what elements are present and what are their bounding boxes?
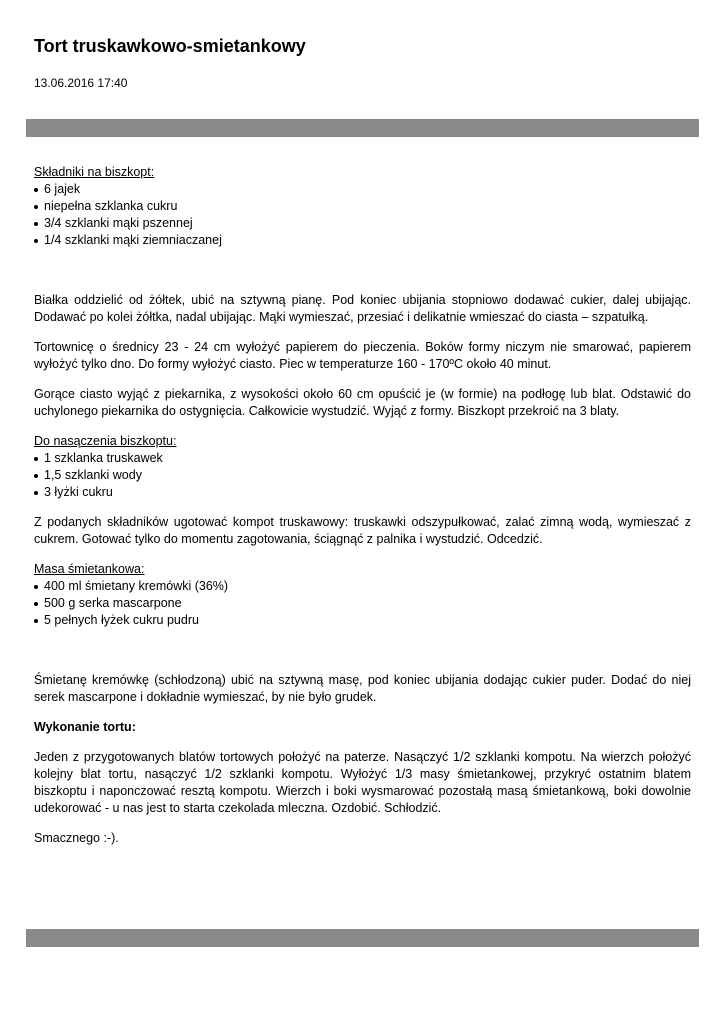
- list-item: 1/4 szklanki mąki ziemniaczanej: [34, 232, 691, 249]
- list-item: 6 jajek: [34, 181, 691, 198]
- page-title: Tort truskawkowo-smietankowy: [34, 36, 306, 56]
- list-item: 3/4 szklanki mąki pszennej: [34, 215, 691, 232]
- paragraph: Śmietanę kremówkę (schłodzoną) ubić na sztywną masę, pod koniec ubijania dodając cukier puder. Dodać do niej serek mascarpone i dokładnie wymieszać, by nie było grudek.: [34, 673, 691, 704]
- footer-divider-bar: [26, 929, 699, 947]
- list-item: 400 ml śmietany kremówki (36%): [34, 578, 691, 595]
- paragraph: Z podanych składników ugotować kompot truskawowy: truskawki odszypułkować, zalać zimną wodą, wymieszać z cukrem. Gotować tylko do momentu zagotowania, ściągnąć z palnika i wystudzić. Odcedzić.: [34, 515, 691, 546]
- ingredient-list-masa: [34, 578, 691, 629]
- recipe-content: [34, 164, 691, 847]
- section-title-nasaczenie: Do nasączenia biszkoptu:: [34, 434, 177, 448]
- publish-date: 13.06.2016 17:40: [34, 76, 128, 90]
- paragraph: Jeden z przygotowanych blatów tortowych położyć na paterze. Nasączyć 1/2 szklanki kompotu. Na wierzch położyć kolejny blat tortu, nasączyć 1/2 szklanki kompotu. Wyłożyć 1/3 masy śmietankowej, przykryć ostatnim blatem biszkoptu i naponczować resztą kompotu. Wierzch i boki wysmarować pozostałą masą śmietankową, boki dowolnie udekorować - u nas jest to starta czekolada mleczna. Ozdobić. Schłodzić.: [34, 750, 691, 815]
- section-title-masa: Masa śmietankowa:: [34, 562, 145, 576]
- list-item: 5 pełnych łyżek cukru pudru: [34, 612, 691, 629]
- list-item: niepełna szklanka cukru: [34, 198, 691, 215]
- paragraph: Gorące ciasto wyjąć z piekarnika, z wysokości około 60 cm opuścić je (w formie) na podłogę lub blat. Odstawić do uchylonego piekarnika do ostygnięcia. Całkowicie wystudzić. Wyjąć z formy. Biszkopt przekroić na 3 blaty.: [34, 387, 691, 418]
- paragraph: Tortownicę o średnicy 23 - 24 cm wyłożyć papierem do pieczenia. Boków formy niczym nie smarować, papierem wyłożyć tylko dno. Do formy wyłożyć ciasto. Piec w temperaturze 160 - 170ºC około 40 minut.: [34, 340, 691, 371]
- closing-text: Smacznego :-).: [34, 831, 119, 845]
- list-item: 1,5 szklanki wody: [34, 467, 691, 484]
- list-item: 500 g serka mascarpone: [34, 595, 691, 612]
- section-title-wykonanie: Wykonanie tortu:: [34, 720, 136, 734]
- list-item: 3 łyżki cukru: [34, 484, 691, 501]
- ingredient-list-biszkopt: [34, 181, 691, 249]
- ingredient-list-nasaczenie: [34, 450, 691, 501]
- list-item: 1 szklanka truskawek: [34, 450, 691, 467]
- paragraph: Białka oddzielić od żółtek, ubić na sztywną pianę. Pod koniec ubijania stopniowo dodawać cukier, dalej ubijając. Dodawać po kolei żółtka, nadal ubijając. Mąki wymieszać, przesiać i delikatnie wmieszać do ciasta – szpatułką.: [34, 293, 691, 324]
- section-title-biszkopt: Składniki na biszkopt:: [34, 165, 155, 179]
- header-divider-bar: [26, 119, 699, 137]
